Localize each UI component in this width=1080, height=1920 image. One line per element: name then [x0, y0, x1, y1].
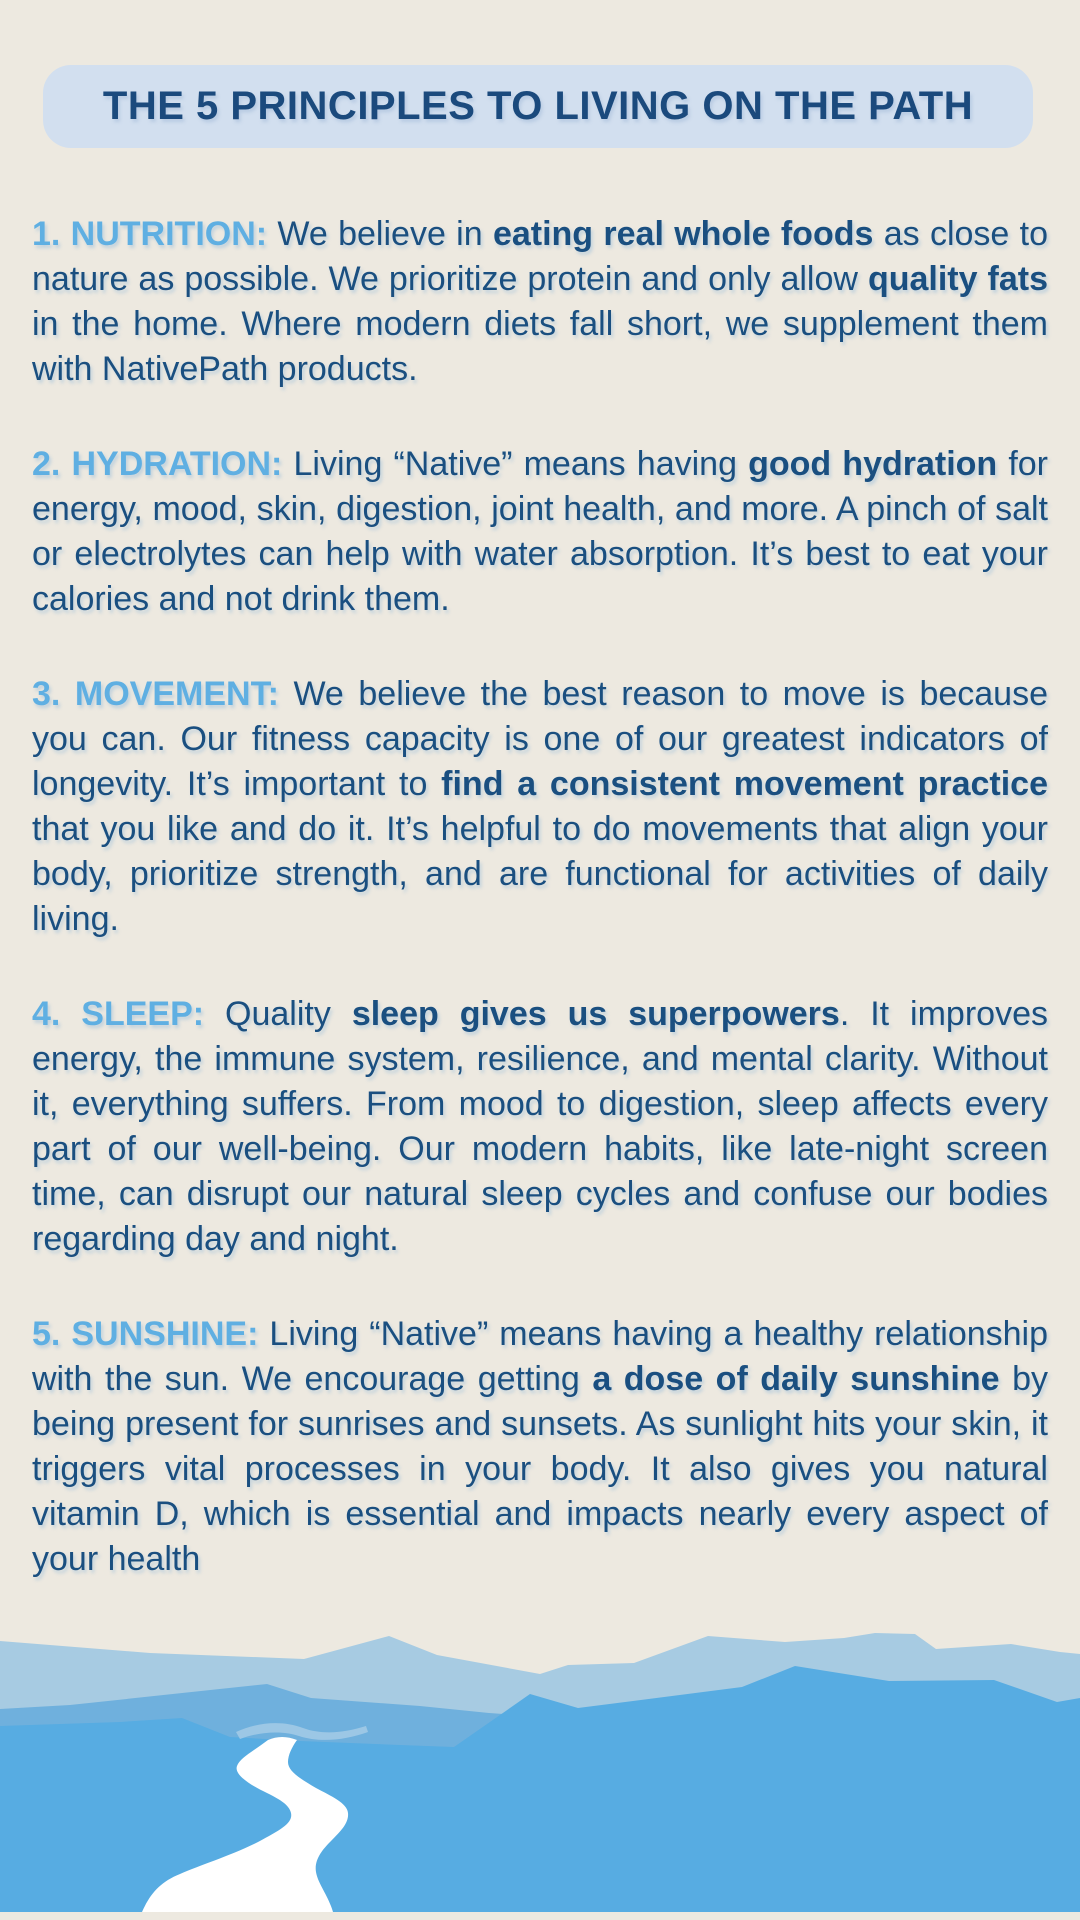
principle-heading: 5. SUNSHINE: [32, 1315, 270, 1353]
body-text: Quality [225, 995, 352, 1033]
title-banner [43, 65, 1033, 148]
body-text: in the home. Where modern diets fall short, we supplement them with NativePath products. [32, 305, 1048, 388]
emphasis-text: eating real whole foods [492, 215, 874, 253]
principle-paragraph [32, 1312, 1048, 1582]
principle-paragraph [32, 992, 1048, 1262]
emphasis-text: find a consistent movement practice [441, 765, 1048, 803]
body-text: for energy, mood, skin, digestion, joint health, and more. A pinch of salt or electrolytes can help with water absorption. It’s best to eat your calories and not drink them. [32, 445, 1049, 618]
body-text: as close to nature as possible. We prioritize protein and only allow [32, 215, 1048, 298]
principle-paragraph [32, 442, 1048, 622]
principle-heading: 1. NUTRITION: [32, 215, 278, 253]
principle-heading: 3. MOVEMENT: [32, 675, 294, 713]
emphasis-text: a dose of daily sunshine [592, 1360, 1000, 1398]
body-text: We believe the best reason to move is because you can. Our fitness capacity is one of our greatest indicators of longevity. It’s important to [32, 675, 1048, 803]
principle-paragraph [32, 672, 1048, 942]
emphasis-text: good hydration [748, 445, 998, 483]
body-text: Living “Native” means having a healthy relationship with the sun. We encourage getting [32, 1315, 1049, 1398]
principle-heading: 2. HYDRATION: [32, 445, 294, 483]
principle-heading: 4. SLEEP: [32, 995, 226, 1033]
emphasis-text: sleep gives us superpowers [351, 995, 840, 1033]
mountain-landscape-illustration [0, 1560, 1080, 1920]
body-text: that you like and do it. It’s helpful to do movements that align your body, prioritize strength, and are functional for activities of daily living. [32, 810, 1048, 938]
body-text: Living “Native” means having [293, 445, 749, 483]
body-text: . It improves energy, the immune system, resilience, and mental clarity. Without it, everything suffers. From mood to digestion, sleep affects every part of our well-being. Our modern habits, like late-night screen time, can disrupt our natural sleep cycles and confuse our bodies regarding day and night. [32, 995, 1048, 1258]
body-text: We believe in [277, 215, 493, 253]
principles-list [32, 212, 1048, 1632]
emphasis-text: quality fats [867, 260, 1048, 298]
page-title: THE 5 PRINCIPLES TO LIVING ON THE PATH [102, 84, 974, 128]
body-text: by being present for sunrises and sunsets. As sunlight hits your skin, it triggers vital processes in your body. It also gives you natural vitamin D, which is essential and impacts nearly every aspect of your health [32, 1360, 1049, 1578]
principle-paragraph [32, 212, 1048, 392]
